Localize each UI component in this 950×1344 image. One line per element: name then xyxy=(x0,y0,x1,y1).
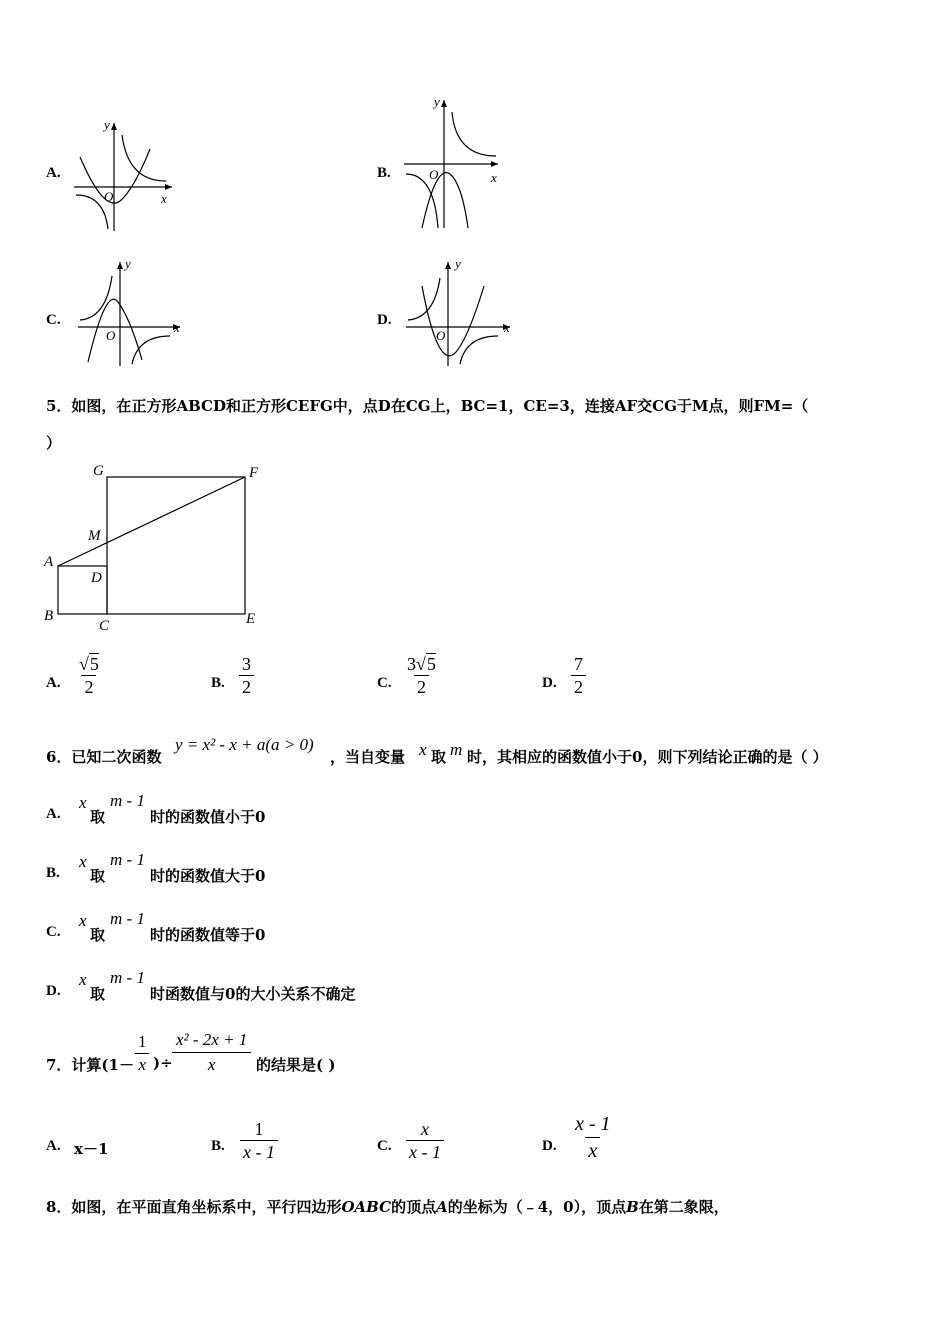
q6-option-b-expr: m - 1 xyxy=(110,850,145,869)
denominator: x xyxy=(172,1052,252,1075)
y-label: y xyxy=(455,256,461,271)
y-arrow xyxy=(441,100,447,107)
q6-option-d-letter: D. xyxy=(46,983,61,999)
hyperbola-branch-1 xyxy=(122,135,166,181)
q6-option-a-take: 取 xyxy=(90,808,106,826)
denominator: 2 xyxy=(414,675,429,697)
q6-option-c-take: 取 xyxy=(90,926,106,944)
x-label: x xyxy=(491,170,497,185)
q6-prefix: 6．已知二次函数 xyxy=(46,748,162,766)
hyperbola-branch-1 xyxy=(80,276,112,320)
q6-option-a-letter: A. xyxy=(46,806,61,822)
q6-option-b-rest: 时的函数值大于0 xyxy=(150,867,266,885)
q4-graph-b xyxy=(398,94,508,232)
label-e: E xyxy=(246,611,256,627)
q6-option-c-rest: 时的函数值等于0 xyxy=(150,926,266,944)
numerator: x xyxy=(420,1119,429,1139)
q6-option-b-take: 取 xyxy=(90,867,106,885)
q7-divide: )÷ xyxy=(153,1054,173,1072)
label-d: D xyxy=(91,570,102,586)
q6-mid2: 取 xyxy=(431,748,447,766)
numerator: x - 1 xyxy=(575,1113,611,1135)
q6-option-a-x: x xyxy=(79,793,87,812)
denominator: 2 xyxy=(571,675,586,697)
hyperbola-branch-2 xyxy=(406,174,438,228)
hyperbola-branch-1 xyxy=(452,112,496,156)
q6-mid1: ，当自变量 xyxy=(330,748,406,766)
q4-graph-c xyxy=(72,256,187,368)
x-arrow xyxy=(165,184,172,190)
q6-option-b-x: x xyxy=(79,852,87,871)
y-arrow xyxy=(111,123,117,130)
label-c: C xyxy=(99,618,110,634)
denominator: x - 1 xyxy=(406,1140,444,1162)
denominator: x - 1 xyxy=(240,1140,278,1162)
denominator: x xyxy=(585,1137,600,1163)
label-a: A xyxy=(44,554,54,570)
q5-stem-line2: ） xyxy=(46,434,62,452)
origin-label: O xyxy=(104,189,114,204)
q6-option-a-rest: 时的函数值小于0 xyxy=(150,808,266,826)
label-g: G xyxy=(93,463,104,479)
q5-option-d-fraction xyxy=(571,654,586,697)
parabola-curve xyxy=(80,149,150,203)
y-label: y xyxy=(104,117,110,132)
q6-suffix: 时，其相应的函数值小于0，则下列结论正确的是（ ） xyxy=(467,748,828,766)
q7-option-a-letter: A. xyxy=(46,1138,61,1154)
q5-option-b-letter: B. xyxy=(211,675,225,691)
q7-prefix: 7．计算(1－ xyxy=(46,1056,134,1074)
denominator: x xyxy=(135,1053,149,1075)
q7-suffix: 的结果是( ) xyxy=(256,1056,336,1074)
origin-label: O xyxy=(436,328,446,343)
radicand: 5 xyxy=(426,654,436,674)
q4-option-c-letter: C. xyxy=(46,312,61,328)
y-label: y xyxy=(125,256,131,271)
q6-option-d-x: x xyxy=(79,970,87,989)
q5-figure xyxy=(40,455,275,637)
q7-option-c-letter: C. xyxy=(377,1138,392,1154)
q8-part-3: 的坐标为（﹣4，0），顶点 xyxy=(447,1198,627,1216)
q7-fraction-1 xyxy=(135,1032,150,1075)
x-arrow xyxy=(491,161,498,167)
radicand: 5 xyxy=(89,654,99,674)
hyperbola-branch-2 xyxy=(132,336,170,364)
q5-stem-line1: 5．如图，在正方形ABCD和正方形CEFG中，点D在CG上，BC=1，CE=3，连接AF交CG于M点，则FM=（ xyxy=(46,397,809,415)
label-b: B xyxy=(44,608,54,624)
q4-graph-d xyxy=(400,256,518,368)
q6-option-a-expr: m - 1 xyxy=(110,791,145,810)
numerator: x² - 2x + 1 xyxy=(176,1030,248,1049)
q6-option-b-letter: B. xyxy=(46,865,60,881)
q6-var-m: m xyxy=(450,740,463,759)
x-label: x xyxy=(504,320,510,335)
q5-option-a-letter: A. xyxy=(46,675,61,691)
line-af xyxy=(58,477,245,566)
numerator: 3 xyxy=(242,654,251,674)
q7-option-b-letter: B. xyxy=(211,1138,225,1154)
denominator: 2 xyxy=(81,675,96,697)
q6-option-d-expr: m - 1 xyxy=(110,968,145,987)
q8-var-oabc: OABC xyxy=(341,1198,392,1216)
q4-option-d-letter: D. xyxy=(377,312,392,328)
q5-option-c-fraction: $\frac{3√5}{2}$ xyxy=(407,654,436,697)
hyperbola-branch-2 xyxy=(460,336,498,364)
y-arrow xyxy=(117,262,123,269)
numerator: 7 xyxy=(574,654,583,674)
y-label: y xyxy=(434,94,440,109)
q4-option-a-letter: A. xyxy=(46,165,61,181)
coefficient: 3 xyxy=(407,654,416,674)
q6-var-x: x xyxy=(419,740,427,759)
q7-option-c-fraction xyxy=(406,1119,444,1162)
q5-option-c-letter: C. xyxy=(377,675,392,691)
origin-label: O xyxy=(429,167,439,182)
q5-option-d-letter: D. xyxy=(542,675,557,691)
q6-option-c-expr: m - 1 xyxy=(110,909,145,928)
q7-fraction-2 xyxy=(170,1030,253,1075)
q8-var-a: A xyxy=(436,1198,448,1216)
q4-graph-a xyxy=(68,115,178,235)
q4-option-b-letter: B. xyxy=(377,165,391,181)
q8-var-b: B xyxy=(626,1198,639,1216)
q6-option-c-letter: C. xyxy=(46,924,61,940)
q6-option-d-rest: 时函数值与0的大小关系不确定 xyxy=(150,985,356,1003)
q7-option-d-fraction xyxy=(572,1112,614,1163)
x-label: x xyxy=(174,320,180,335)
q6-option-c-x: x xyxy=(79,911,87,930)
q7-option-a-text: x－1 xyxy=(74,1140,109,1158)
x-label: x xyxy=(161,191,167,206)
label-f: F xyxy=(249,465,259,481)
q5-option-b-fraction xyxy=(239,654,254,697)
y-arrow xyxy=(445,262,451,269)
q7-option-b-fraction xyxy=(240,1119,278,1162)
numerator: 1 xyxy=(138,1032,147,1051)
q8-stem xyxy=(46,1196,729,1217)
origin-label: O xyxy=(106,328,116,343)
q5-option-a-fraction: $\frac{√5}{2}$ xyxy=(79,654,99,697)
q8-part-4: 在第二象限， xyxy=(638,1198,729,1216)
q8-part-2: 的顶点 xyxy=(391,1198,437,1216)
parabola-curve xyxy=(422,286,484,356)
q6-option-d-take: 取 xyxy=(90,985,106,1003)
label-m: M xyxy=(88,528,101,544)
denominator: 2 xyxy=(239,675,254,697)
q7-option-d-letter: D. xyxy=(542,1138,557,1154)
q6-function: y = x² - x + a(a > 0) xyxy=(175,735,314,754)
q8-part-1: 8．如图，在平面直角坐标系中，平行四边形 xyxy=(46,1198,342,1216)
numerator: 1 xyxy=(254,1119,264,1139)
square-cefg xyxy=(107,477,245,614)
